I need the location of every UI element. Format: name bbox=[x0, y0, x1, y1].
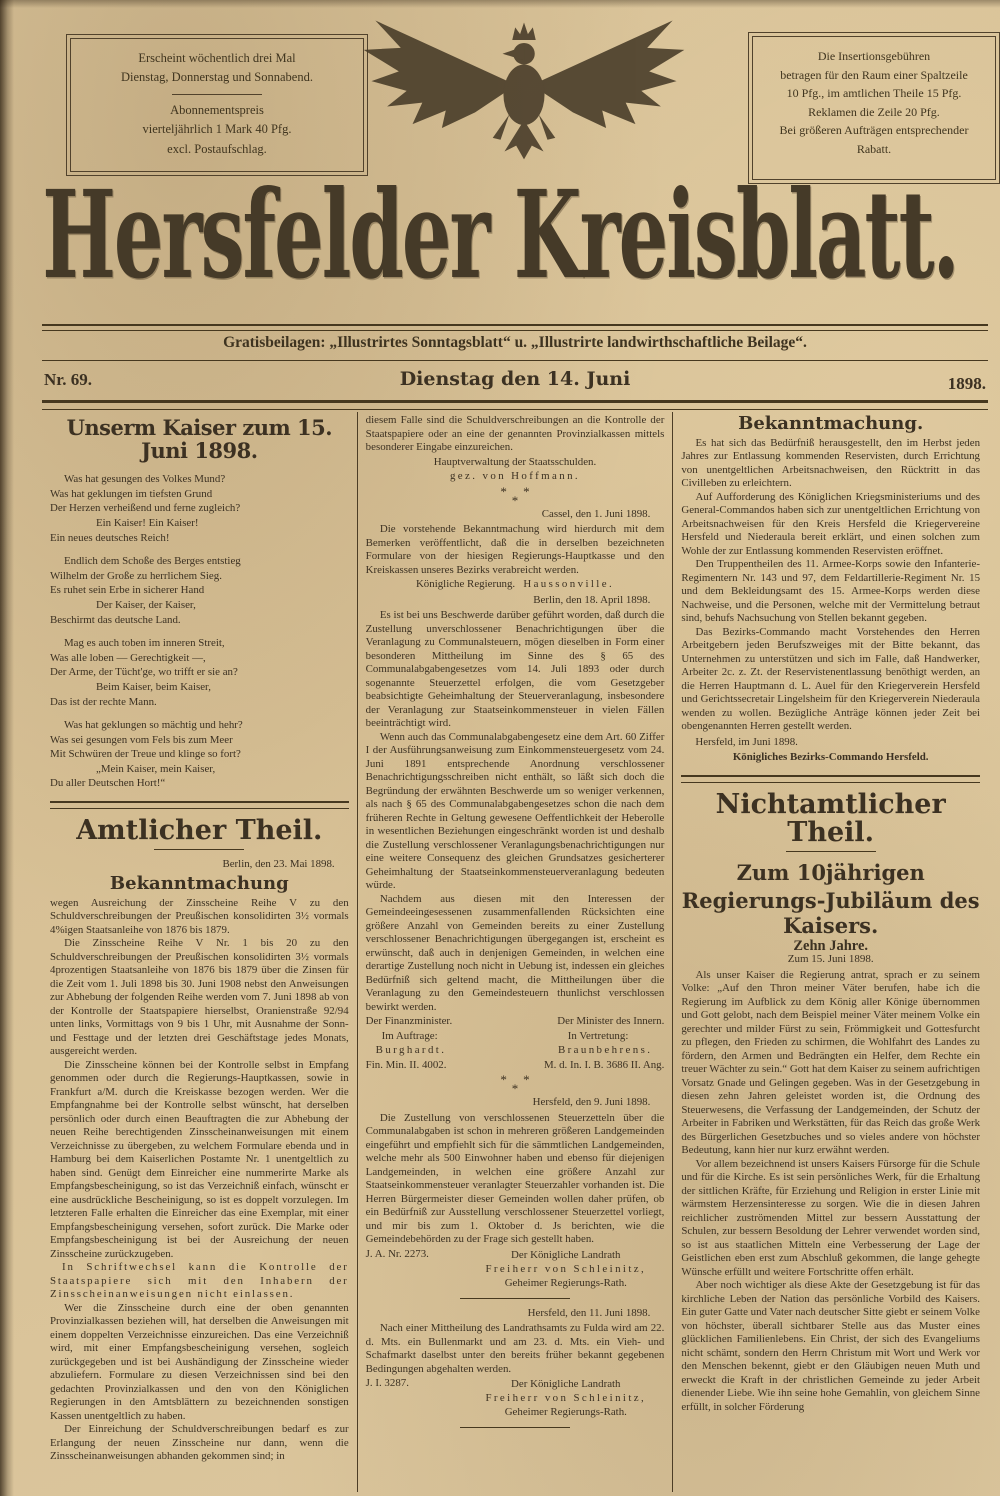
paragraph: Wer die Zinsscheine durch eine der oben genannten Provinzialkassen beziehen will, hat derselben die Anweisungen mit einem doppelten Verzeichnisse einzureichen. Das eine Verzeichniß wird, mit einer Empfangsbescheinigung versehen, sogleich zurückgegeben und ist bei Aushändigung der Zinsscheine wieder abzuliefern. Formulare zu diesen Verzeichnissen sind bei den gedachten Provinzialkassen und den von den Königlichen Regierungen in den Amtsblättern zu bezeichnenden sonstigen Kassen unentgeltlich zu haben. bbox=[50, 1301, 349, 1422]
double-rule bbox=[42, 324, 988, 331]
paragraph: wegen Ausreichung der Zinsscheine Reihe V zu den Schuldverschreibungen der Preußischen konsolidirten 3½ vormals 4%igen Staatsanleihe von 1876 bis 1879. bbox=[50, 896, 349, 936]
section-underline bbox=[154, 849, 244, 850]
issue-date: Dienstag den 14. Juni bbox=[399, 368, 631, 390]
minister-signature-row bbox=[366, 1015, 665, 1029]
poem-stanza bbox=[50, 472, 349, 545]
poem-line: Was hat geklungen so mächtig und hehr? bbox=[64, 719, 243, 732]
minister-signature-row bbox=[366, 1059, 665, 1073]
paragraph: Wenn auch das Communalabgabengesetz eine dem Art. 60 Ziffer I der Ausführungsanweisung zum Einkommensteuergesetz vom 24. Juni 1891 entsprechende Anordnung verschlossener Benachrichtigungsschreiben nicht enthält, so läßt sich doch die Begründung der erwähnten Beschwerde um so weniger verkennen, als nach § 65 des Communalabgabengesetzes schon die nach dem früheren Rechte in Geltung gewesene Oeffentlichkeit der Heberolle in wesentlichen Beziehungen eingeschränkt worden ist und deshalb die Zustellung verschlossener Veranlagungsbenachrichtigungen nur eine weitere Consequenz des gleichen Grundsatzes gesicherterer Geheimhaltung der Staatseinkommensteuerveranlagung bedeuten würde. bbox=[365, 730, 665, 891]
subscription-line: excl. Postaufschlag. bbox=[167, 141, 267, 156]
issue-number: Nr. 69. bbox=[44, 370, 93, 389]
supplements-line: Gratisbeilagen: „Illustrirtes Sonntagsblatt“ u. „Illustrirte landwirthschaftliche Beilage“. bbox=[223, 334, 807, 351]
poem-line: Mit Schwüren der Treue und klinge so fort? bbox=[50, 748, 241, 761]
paragraph-continuation: diesem Falle sind die Schuldverschreibungen an die Kontrolle der Staatspapiere oder an eine der genannten Provinzialkassen mittels besonderer Eingabe einzureichen. bbox=[365, 414, 665, 453]
announcement-title: Bekanntmachung. bbox=[738, 413, 924, 434]
star: * bbox=[523, 1072, 530, 1087]
jubilee-title-line1: Zum 10jährigen bbox=[736, 860, 925, 886]
jubilee-title-line2: Regierungs-Jubiläum des Kaisers. bbox=[681, 887, 980, 938]
section-divider bbox=[681, 775, 980, 783]
poem-line: Ein neues deutsches Reich! bbox=[50, 531, 170, 544]
landrath-line: Geheimer Regierungs-Rath. bbox=[504, 1276, 627, 1289]
asterisk-divider bbox=[366, 483, 665, 508]
rates-line: Rabatt. bbox=[856, 141, 892, 156]
minister-signature-row bbox=[366, 1044, 665, 1058]
poem-line: Der Arme, der Tücht'ge, wo trifft er sie an? bbox=[50, 666, 238, 679]
rates-line: Bei größeren Aufträgen entsprechender bbox=[779, 123, 969, 138]
paragraph: Die Zustellung von verschlossenen Steuerzetteln über die Communalabgaben ist schon in mehreren größeren Landgemeinden eingeführt und empfiehlt sich für die sämmtlichen Landgemeinden, welche mehr als 500 Einwohner haben und ebenso für diejenigen Landgemeinden, in welchen eine größere Anzahl zur Staatseinkommensteuer veranlagter Steuerzahler vorhanden ist. Die Herren Bürgermeister dieser Gemeinden wollen daher prüfen, ob ein Bedürfniß zur Ausstellung verschlossener Steuerzettel vorliegt, und mir bis zum 1. Oktober d. Js berichten, wie die Gemeindebehörden zu der Frage sich gestellt haben. bbox=[365, 1111, 665, 1245]
thick-double-rule bbox=[42, 400, 988, 410]
paragraph: Aber noch wichtiger als diese Akte der Gesetzgebung ist für das kirchliche Leben der Nation das persönliche Vorbild des Kaisers. Ein guter Gatte und Vater nach deutscher Sitte giebt er seinem Volke von höchster, überall sichtbarer Stelle aus das Muster eines glücklichen Familienlebens. Ein Christ, der sich des Evangeliums nicht schämt, sondern den Herrn Christum mit Wort und Werk vor den Menschen bekennt, giebt er den Gläubigen neuen Muth und erweckt die Kraft in der christlichen Gemeinde zu jeder Arbeit dienender Liebe. Wie ihn seine hohe Gemahlin, von gleichem Sinne erfüllt, in solcher Förderung bbox=[681, 1279, 981, 1413]
poem-line: Was sei gesungen vom Fels bis zum Meer bbox=[50, 733, 233, 746]
short-divider bbox=[460, 1427, 570, 1428]
body-columns bbox=[42, 412, 988, 1492]
poem-line: Mag es auch toben im inneren Streit, bbox=[64, 637, 225, 650]
unofficial-section-title: Nichtamtlicher Theil. bbox=[715, 788, 946, 849]
in-vertretung-label: In Vertretung: bbox=[567, 1029, 629, 1042]
paragraph: Die vorstehende Bekanntmachung wird hierdurch mit dem Bemerken veröffentlicht, daß die in derselben bezeichneten Formulare von der hiesigen Regierungs-Hauptkasse und den Kreiskassen unseres Bezirks verabreicht werden. bbox=[365, 523, 665, 576]
poem-stanza bbox=[50, 554, 349, 627]
schedule-line: Dienstag, Donnerstag und Sonnabend. bbox=[121, 70, 313, 85]
announcement-title: Bekanntmachung bbox=[109, 872, 289, 894]
paragraph: Auf Aufforderung des Königlichen Kriegsministeriums und des General-Commandos haben sich zur unentgeltlichen Errichtung von Arbeitsnachweisen für den Kreis Hersfeld die Kriegervereine Hersfeld und Niederaula bereit erklärt, und einen solchen zum Wohle der zur Entlassung kommenden Reservisten eröffnet. bbox=[681, 490, 981, 557]
paragraph-emphasized: In Schriftwechsel kann die Kontrolle der Staatspapiere sich mit den Inhabern der Zinsscheinanweisungen nicht einlassen. bbox=[50, 1261, 349, 1301]
dateline-berlin: Berlin, den 23. Mai 1898. bbox=[222, 858, 335, 871]
minister-signature-row bbox=[366, 1030, 665, 1044]
paragraph: Vor allem bezeichnend ist unsers Kaisers Fürsorge für die Schule und für die Kirche. Es ist sein persönliches Werk, für die Erhaltung der sittlichen Kräfte, für Erziehung und Religion in erster Linie mit wärmstem Herzensinteresse zu sorgen. Wie die in diesen Jahren reichlicher zuströmenden Mittel zur bessern Ausstattung der Schulen, zur bessern Besoldung der Lehrer verwendet worden sind, so ist aus staatlichen Mitteln eine Verbesserung der Lage der Geistlichen eben erst zum Abschluß gekommen, die lange gehegte Wünsche erfüllt und weitere Fortschritte offen erhält. bbox=[681, 1157, 981, 1278]
advertising-rates-box bbox=[752, 36, 996, 180]
landrath-line: Der Königliche Landrath bbox=[511, 1248, 621, 1261]
paragraph: Der Einreichung der Schuldverschreibungen bedarf es zur Erlangung der neuen Zinsscheine nur dann, wenn die Zinsscheinanweisungen abhanden gekommen sind; in bbox=[50, 1423, 349, 1463]
poem-line: Was hat geklungen im tiefsten Grund bbox=[50, 487, 213, 500]
rates-line: Die Insertionsgebühren bbox=[817, 49, 931, 63]
poem-line: Das ist der rechte Mann. bbox=[50, 695, 157, 708]
subscription-line: vierteljährlich 1 Mark 40 Pfg. bbox=[142, 122, 292, 137]
poem-stanza bbox=[50, 718, 349, 791]
paragraph: Nach einer Mittheilung des Landrathsamts zu Fulda wird am 22. d. Mts. ein Bullenmarkt und am 23. d. Mts. ein Vieh- und Schafmarkt daselbst unter den bereits früher bekannt gegebenen Bedingungen abgehalten werden. bbox=[365, 1322, 665, 1375]
dateline-hersfeld-9: Hersfeld, den 9. Juni 1898. bbox=[532, 1096, 651, 1108]
file-ref-left: Fin. Min. II. 4002. bbox=[365, 1058, 447, 1071]
authority-line: Hauptverwaltung der Staatsschulden. bbox=[433, 455, 597, 468]
rates-line: Reklamen die Zeile 20 Pfg. bbox=[808, 104, 940, 119]
reference-number: J. A. Nr. 2273. bbox=[365, 1247, 429, 1260]
star: * bbox=[511, 1081, 519, 1096]
jubilee-subtitle: Zehn Jahre. bbox=[793, 937, 869, 954]
finance-minister-label: Der Finanzminister. bbox=[365, 1015, 453, 1027]
poem-line: Endlich dem Schoße des Berges entstieg bbox=[64, 555, 241, 568]
landrath-signature-block bbox=[366, 1248, 665, 1290]
paragraph: Die Zinsscheine können bei der Kontrolle selbst in Empfang genommen oder durch die Regierungs-Hauptkassen, sowie in Frankfurt a/M. durch die Kreiskasse bezogen werden. Wer die Empfangnahme bei der Kontrolle selbst wünscht, hat derselben persönlich oder durch einen Beauftragten die zur Abhebung der neuen Reihe berechtigenden Zinsscheinanweisungen mit einem Verzeichnisse zu übergeben, zu welchem Formulare ebenda und in Hamburg bei dem Kaiserlichen Postamte Nr. 1 unentgeltlich zu haben sind. Genügt dem Einreicher eine nummerirte Marke als Empfangsbescheinigung, so ist das Verzeichniß einfach, wünscht er eine ausdrückliche Bescheinigung, so ist es doppelt vorzulegen. Im letzteren Falle erhalten die Einreicher das eine Exemplar, mit einer Empfangsbescheinigung versehen, sofort zurück. Die Marke oder Empfangsbescheinigung ist bei der Ausreichung der neuen Zinsscheine zurückzugeben. bbox=[50, 1058, 349, 1260]
box-divider bbox=[172, 94, 262, 95]
poem-line: Du aller Deutschen Hort!“ bbox=[50, 777, 166, 790]
paragraph: Das Bezirks-Commando macht Vorstehendes den Herren Arbeitgebern jeden Berufszweiges mit der Bitte bekannt, das Unternehmen zu unterstützen und sich im Falle, daß Handwerker, Arbeiter 2c. z. Zt. der Reservistenentlassung benöthigt werden, an die Herren Hauptmann d. L. Auel für den Kriegerverein Hersfeld und Gerichtssecretair Lingelsheim für den Kriegerverein Niederaula wenden zu wollen. Bezügliche Anträge können jeder Zeit bei obengenannten Herren gestellt werden. bbox=[681, 625, 981, 733]
short-divider bbox=[460, 1298, 570, 1299]
publication-schedule-box bbox=[70, 38, 364, 172]
section-underline bbox=[786, 851, 876, 852]
paragraph: Es hat sich das Bedürfniß herausgestellt, den im Herbst jeden Jahres zur Entlassung kommenden Reservisten, durch Errichtung von unentgeltlichen Arbeitsnachweisen, den Rücktritt in das Civilleben zu erleichtern. bbox=[681, 436, 981, 490]
issue-year: 1898. bbox=[947, 374, 986, 393]
star: * bbox=[500, 1072, 507, 1087]
poem-line: Es ruhet sein Erbe in sicherer Hand bbox=[50, 584, 205, 597]
regierung-line bbox=[366, 578, 665, 592]
section-divider bbox=[50, 801, 349, 809]
paragraph: Die Zinsscheine Reihe V Nr. 1 bis 20 zu den Schuldverschreibungen der Preußischen konsolidirten 3½ vormals 4prozentigen Staatsanleihe von 1876 bis 1879 über die Zinsen für die Zeit vom 1. Juli 1898 bis 30. Juni 1908 nebst den Anweisungen zur Abhebung der folgenden Reihe werden vom 7. Juni 1898 ab von der Kontrolle der Staatspapiere hierselbst, Oranienstraße 92/94 unten links, Vormittags von 9 bis 1 Uhr, mit Ausnahme der Sonn- und Festtage und der letzten drei Geschäftstage jedes Monats, ausgereicht werden. bbox=[50, 937, 349, 1058]
poem-line: „Mein Kaiser, mein Kaiser, bbox=[96, 762, 216, 775]
paragraph: Es ist bei uns Beschwerde darüber geführt worden, daß durch die Zustellung unverschlossener Benachrichtigungen über die Veranlagung zu Communalsteuern, mögen dieselben in Form einer besonderen Mittheilung im Sinne des § 65 des Communalabgabengesetzes vom 14. Juli 1893 oder durch sogenannte Steuerzettel erfolgen, die vom Gesetzgeber beabsichtigte Geheimhaltung der Steuerveranlagung, insbesondere der Veranlagung zur Staatseinkommensteuer in vielen Fällen beeinträchtigt wird. bbox=[365, 609, 665, 729]
thin-rule bbox=[42, 360, 988, 361]
regierung-label: Königliche Regierung. bbox=[415, 578, 516, 590]
landrath-line: Freiherr von Schleinitz, bbox=[485, 1262, 647, 1275]
poem-line: Was alle loben — Gerechtigkeit —, bbox=[50, 651, 206, 664]
dateline-hersfeld-11: Hersfeld, den 11. Juni 1898. bbox=[527, 1306, 651, 1319]
poem-line: Wilhelm der Große zu herrlichem Sieg. bbox=[50, 569, 222, 582]
rates-line: betragen für den Raum einer Spaltzeile bbox=[780, 67, 968, 82]
landrath-signature-block bbox=[366, 1377, 665, 1419]
poem-line: Was hat gesungen des Volkes Mund? bbox=[64, 473, 226, 486]
subscription-line: Abonnementspreis bbox=[170, 102, 264, 117]
paragraph: Den Truppentheilen des 11. Armee-Korps sowie den Infanterie-Regimentern Nr. 143 und 97, dem Feldartillerie-Regiment Nr. 15 und dem Bekleidungsamt des 15. Armee-Korps werden diese Nachweise, und die Personen, welche mit der Vermittelung betraut sind, behufs Nachsuchung von Stellen bekannt gegeben. bbox=[681, 558, 981, 625]
column-1 bbox=[42, 412, 357, 1492]
poem-line: Der Kaiser, der Kaiser, bbox=[96, 598, 196, 611]
bezirks-commando-signature: Königliches Bezirks-Commando Hersfeld. bbox=[732, 751, 929, 764]
file-ref-right: M. d. In. I. B. 3686 II. Ang. bbox=[543, 1058, 665, 1071]
poem-title: Unserm Kaiser zum 15. Juni 1898. bbox=[66, 415, 333, 464]
poem-line: Ein Kaiser! Ein Kaiser! bbox=[96, 516, 199, 529]
poem-stanza bbox=[50, 636, 349, 709]
reference-number: J. I. 3287. bbox=[365, 1377, 409, 1389]
asterisk-divider bbox=[366, 1072, 665, 1096]
schedule-line: Erscheint wöchentlich drei Mal bbox=[138, 51, 296, 65]
newspaper-title: Hersfelder Kreisblatt. bbox=[42, 165, 958, 307]
poem-line: Beschirmt das deutsche Land. bbox=[50, 613, 181, 626]
dateline-berlin-2: Berlin, den 18. April 1898. bbox=[533, 593, 651, 606]
dateline-hersfeld-juni: Hersfeld, im Juni 1898. bbox=[695, 735, 798, 748]
paragraph: Nachdem aus diesen mit den Interessen der Gemeindeeingesessenen zusammenfallenden Rücksichten eine größere Anzahl von Gemeinden bereits zu einer Zustellung verschlossener Benachrichtigungen übergegangen ist, erscheint es erwünscht, daß auch in denjenigen Gemeinden, in welchen eine derartige Zustellung noch nicht in Uebung ist, indessen ein gleiches Bedürfniß sich geltend macht, die Mittheilungen über die Veranlagung zu den Gemeindesteuern thunlichst verschlossen bewirkt werden. bbox=[365, 892, 665, 1013]
braunbehrens-signature: Braunbehrens. bbox=[557, 1044, 653, 1056]
star: * bbox=[500, 483, 507, 499]
paragraph: Als unser Kaiser die Regierung antrat, sprach er zu seinem Volke: „Auf den Thron meiner Väter berufen, habe ich die Regierung im Aufblick zu dem König aller Könige übernommen und Gott gelobt, nach dem Beispiel meiner Väter meinem Volke ein gerechter und milder Fürst zu sein, Frömmigkeit und Gottesfurcht zu pflegen, den Frieden zu schirmen, die Wohlfahrt des Landes zu fördern, den Armen und Bedrängten ein Helfer, dem Rechte ein treuer Wächter zu sein.“ Gott hat dem Kaiser zu seinem aufrichtigen Vorsatz Gnade und Gelingen gegeben. Was in der Gesetzgebung in diesen zehn Jahren geleistet worden ist, die Ordnung des Steuerwesens, die Verfassung der Landgemeinden, der Schutz der Arbeiter in Fabriken und Werkstätten, für das Reich das große Werk des Bürgerlichen Gesetzbuches und so vieles andere von höchster Bedeutung, kann hier nur kurz erwähnt werden. bbox=[681, 968, 981, 1157]
jubilee-dateline: Zum 15. Juni 1898. bbox=[787, 953, 874, 966]
dateline-cassel: Cassel, den 1. Juni 1898. bbox=[541, 507, 651, 520]
rates-line: 10 Pfg., im amtlichen Theile 15 Pfg. bbox=[786, 86, 962, 101]
issue-row bbox=[42, 366, 988, 400]
signature-line: gez. von Hoffmann. bbox=[449, 470, 581, 482]
landrath-line: Der Königliche Landrath bbox=[511, 1378, 621, 1390]
poem-line: Beim Kaiser, beim Kaiser, bbox=[96, 680, 211, 693]
poem-line: Der Herzen verheißend und ferne zugleich? bbox=[50, 502, 241, 515]
column-2 bbox=[357, 412, 673, 1492]
landrath-line: Freiherr von Schleinitz, bbox=[485, 1392, 647, 1404]
landrath-line: Geheimer Regierungs-Rath. bbox=[504, 1406, 627, 1418]
newspaper-header bbox=[0, 0, 1000, 406]
interior-minister-label: Der Minister des Innern. bbox=[557, 1015, 665, 1027]
star: * bbox=[511, 492, 519, 508]
landrath-signature bbox=[366, 1377, 665, 1419]
official-section-title: Amtlicher Theil. bbox=[76, 815, 323, 847]
im-auftrage-label: Im Auftrage: bbox=[381, 1029, 438, 1042]
column-3 bbox=[672, 412, 988, 1492]
burghardt-signature: Burghardt. bbox=[375, 1044, 447, 1056]
star: * bbox=[523, 483, 530, 499]
haussonville-signature: Haussonville. bbox=[523, 578, 615, 590]
prussian-eagle-icon bbox=[348, 0, 700, 172]
